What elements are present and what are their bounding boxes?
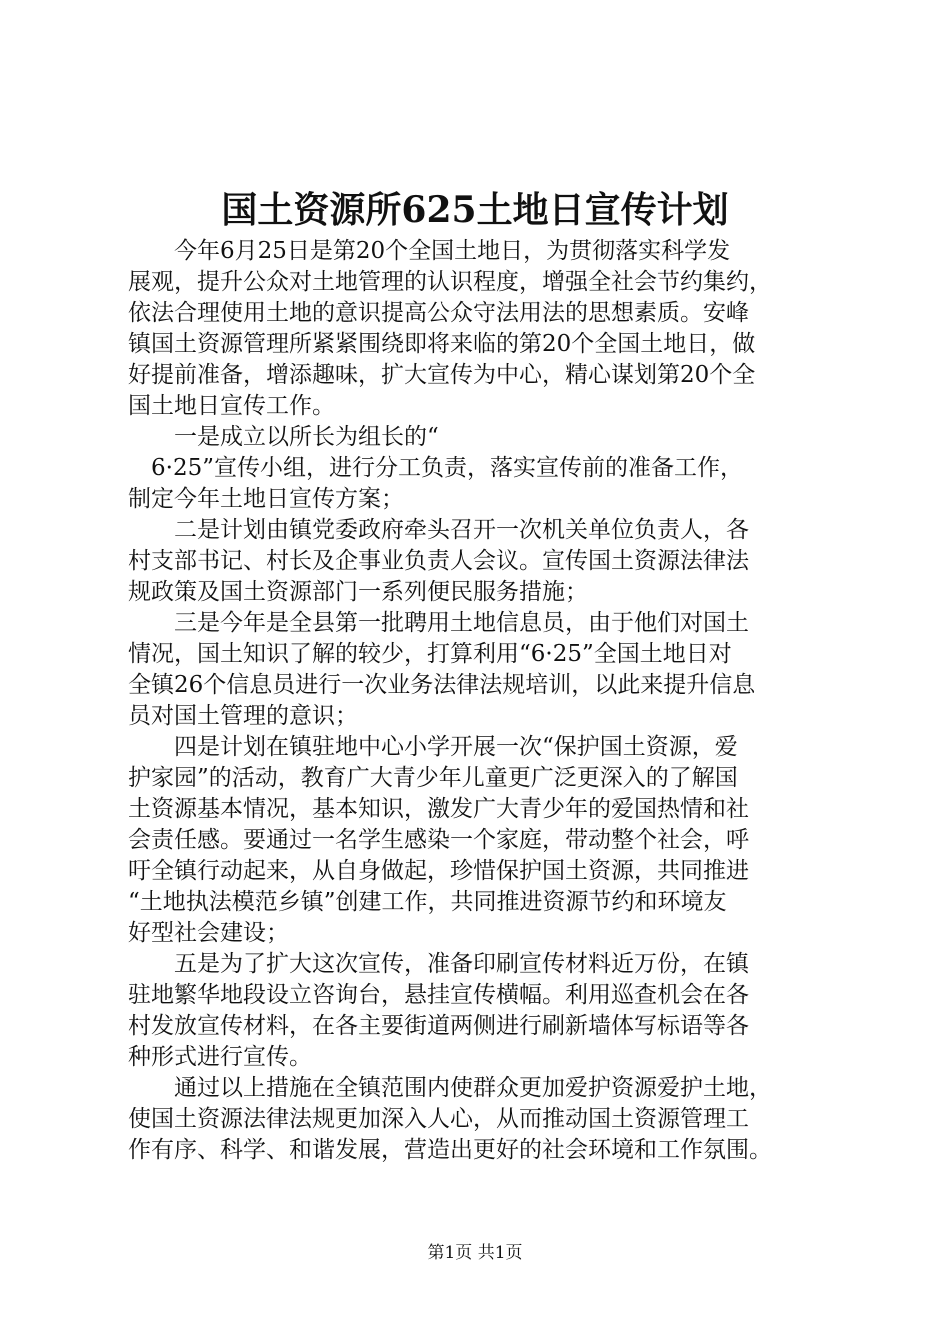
text-line: 好型社会建设； [128, 920, 289, 946]
text-line: 一是成立以所长为组长的“ [128, 424, 439, 450]
text-line: 6·25”宣传小组，进行分工负责，落实宣传前的准备工作， [128, 455, 743, 481]
text-line: 村发放宣传材料，在各主要街道两侧进行刷新墙体写标语等各 [128, 1013, 749, 1039]
text-line: 国土地日宣传工作。 [128, 393, 335, 419]
text-line: 情况，国土知识了解的较少，打算利用“6·25”全国土地日对 [128, 641, 732, 667]
text-line: 护家园”的活动，教育广大青少年儿童更广泛更深入的了解国 [128, 765, 738, 791]
document-title: 国土资源所625土地日宣传计划 [221, 189, 729, 231]
text-line: 员对国土管理的意识； [128, 703, 358, 729]
text-line: 村支部书记、村长及企事业负责人会议。宣传国土资源法律法 [128, 548, 749, 574]
text-line: 使国土资源法律法规更加深入人心，从而推动国土资源管理工 [128, 1106, 749, 1132]
page-number-footer: 第1页 共1页 [427, 1243, 523, 1263]
text-line: 展观，提升公众对土地管理的认识程度，增强全社会节约集约， [128, 269, 772, 295]
text-line: 土资源基本情况，基本知识，激发广大青少年的爱国热情和社 [128, 796, 749, 822]
text-line: 吁全镇行动起来，从自身做起，珍惜保护国土资源，共同推进 [128, 858, 749, 884]
text-line: 会责任感。要通过一名学生感染一个家庭，带动整个社会，呼 [128, 827, 749, 853]
text-line: 今年6月25日是第20个全国土地日，为贯彻落实科学发 [128, 238, 731, 264]
text-line: 制定今年土地日宣传方案； [128, 486, 404, 512]
text-line: 三是今年是全县第一批聘用土地信息员，由于他们对国土 [128, 610, 749, 636]
text-line: 种形式进行宣传。 [128, 1044, 312, 1070]
text-line: 驻地繁华地段设立咨询台，悬挂宣传横幅。利用巡查机会在各 [128, 982, 749, 1008]
text-line: 通过以上措施在全镇范围内使群众更加爱护资源爱护土地， [128, 1075, 772, 1101]
text-line: 好提前准备，增添趣味，扩大宣传为中心，精心谋划第20个全 [128, 362, 756, 388]
text-line: 规政策及国土资源部门一系列便民服务措施； [128, 579, 588, 605]
text-line: 五是为了扩大这次宣传，准备印刷宣传材料近万份，在镇 [128, 951, 749, 977]
text-line: 全镇26个信息员进行一次业务法律法规培训，以此来提升信息 [128, 672, 756, 698]
document-body [128, 236, 830, 1166]
text-line: 作有序、科学、和谐发展，营造出更好的社会环境和工作氛围。 [128, 1137, 772, 1163]
text-line: 二是计划由镇党委政府牵头召开一次机关单位负责人，各 [128, 517, 749, 543]
text-line: 镇国土资源管理所紧紧围绕即将来临的第20个全国土地日，做 [128, 331, 756, 357]
text-line: 四是计划在镇驻地中心小学开展一次“保护国土资源，爱 [128, 734, 738, 760]
text-line: “土地执法模范乡镇”创建工作，共同推进资源节约和环境友 [128, 889, 727, 915]
text-line: 依法合理使用土地的意识提高公众守法用法的思想素质。安峰 [128, 300, 749, 326]
